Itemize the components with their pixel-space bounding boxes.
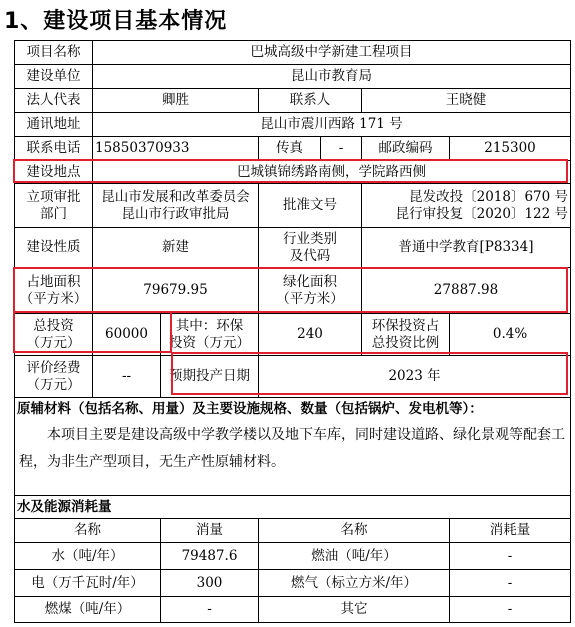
- value-approval-doc: [362, 184, 571, 228]
- value-env-ratio: 0.4%: [450, 314, 571, 356]
- energy-header-row: [15, 519, 571, 543]
- energy-name: 水（吨/年）: [15, 543, 161, 570]
- energy-header-amount-1: 消量: [161, 519, 259, 543]
- materials-heading: 原辅材料（包括名称、用量）及主要设施规格、数量（包括锅炉、发电机等）：: [17, 401, 483, 417]
- table-row: [15, 597, 571, 623]
- label-env-line1: 其中：环保: [175, 317, 244, 334]
- value-env-investment: 240: [259, 314, 362, 356]
- value-legal-rep: 卿胜: [93, 89, 259, 113]
- label-green-line1: 绿化面积: [283, 273, 337, 290]
- energy-name: 燃油（吨/年）: [259, 543, 450, 570]
- value-site: 巴城镇锦绣路南侧，学院路西侧: [93, 161, 571, 184]
- label-legal-rep: 法人代表: [15, 89, 93, 113]
- value-unit: 昆山市教育局: [93, 65, 571, 89]
- row-legal-rep: [15, 89, 571, 113]
- materials-body: 本项目主要是建设高级中学教学楼以及地下车库，同时建设道路、绿化景观等配套工程，为非生产型项目，无生产性原辅材料。: [19, 427, 565, 470]
- table-row: [15, 570, 571, 597]
- energy-amount: -: [450, 543, 571, 570]
- label-env-investment: [161, 314, 259, 356]
- approval-dept-2: 昆山市行政审批局: [121, 205, 230, 222]
- value-green-area: 27887.98: [362, 268, 571, 314]
- value-production-date: 2023 年: [259, 356, 571, 398]
- label-ratio-line1: 环保投资占: [371, 317, 440, 334]
- label-unit: 建设单位: [15, 65, 93, 89]
- row-approval: [15, 184, 571, 228]
- row-energy-heading: [15, 496, 571, 519]
- label-production-date: 预期投产日期: [161, 356, 259, 398]
- energy-name: 电（万千瓦时/年）: [15, 570, 161, 597]
- value-nature: 新建: [93, 228, 259, 268]
- row-area: [15, 268, 571, 314]
- label-green-area: [259, 268, 362, 314]
- value-address: 昆山市震川西路 171 号: [93, 113, 571, 137]
- label-contact: 联系人: [259, 89, 362, 113]
- materials-cell: [15, 398, 571, 496]
- energy-header-name-1: 名称: [15, 519, 161, 543]
- label-industry: [259, 228, 362, 268]
- label-approval-line2: 部门: [40, 205, 67, 222]
- label-project-name: 项目名称: [15, 41, 93, 65]
- row-investment: [15, 314, 571, 356]
- label-approval: [15, 184, 93, 228]
- label-address: 通讯地址: [15, 113, 93, 137]
- energy-header-amount-2: 消耗量: [450, 519, 571, 543]
- label-area-line2: （平方米）: [19, 290, 88, 307]
- value-investment: 60000: [93, 314, 161, 356]
- row-unit: [15, 65, 571, 89]
- energy-name: 燃气（标立方米/年）: [259, 570, 450, 597]
- row-materials: [15, 398, 571, 496]
- label-eval-line1: 评价经费: [26, 359, 81, 376]
- label-evaluation: [15, 356, 93, 398]
- label-site: 建设地点: [15, 161, 93, 184]
- label-investment-line2: （万元）: [26, 334, 81, 351]
- energy-name: 其它: [259, 597, 450, 623]
- row-address: [15, 113, 571, 137]
- label-nature: 建设性质: [15, 228, 93, 268]
- energy-amount: 300: [161, 570, 259, 597]
- label-area-line1: 占地面积: [26, 273, 81, 290]
- energy-amount: -: [161, 597, 259, 623]
- label-industry-line2: 及代码: [289, 247, 331, 264]
- approval-dept-1: 昆山市发展和改革委员会: [101, 188, 250, 205]
- label-env-ratio: [362, 314, 450, 356]
- label-green-line2: （平方米）: [276, 290, 344, 307]
- label-approval-doc: 批准文号: [259, 184, 362, 228]
- label-env-line2: 投资（万元）: [169, 334, 250, 351]
- table-row: [15, 543, 571, 570]
- value-approval-dept: [93, 184, 259, 228]
- row-phone: [15, 137, 571, 161]
- label-fax: 传真: [259, 137, 321, 161]
- energy-heading: 水及能源消耗量: [15, 496, 571, 519]
- project-info-table: [14, 40, 571, 623]
- section-heading: 1、建设项目基本情况: [4, 9, 228, 34]
- label-ratio-line2: 总投资比例: [371, 334, 440, 351]
- label-area: [15, 268, 93, 314]
- energy-name: 燃煤（吨/年）: [15, 597, 161, 623]
- label-phone: 联系电话: [15, 137, 93, 161]
- approval-doc-1: 昆发改投〔2018〕670 号: [409, 188, 569, 205]
- value-area: 79679.95: [93, 268, 259, 314]
- value-phone: 15850370933: [93, 137, 259, 161]
- value-evaluation: --: [93, 356, 161, 398]
- label-approval-line1: 立项审批: [26, 188, 81, 205]
- value-contact: 王晓健: [362, 89, 571, 113]
- row-evaluation: [15, 356, 571, 398]
- energy-header-name-2: 名称: [259, 519, 450, 543]
- approval-doc-2: 昆行审投复〔2020〕122 号: [395, 205, 569, 222]
- energy-amount: -: [450, 597, 571, 623]
- label-investment-line1: 总投资: [33, 317, 74, 334]
- value-fax: -: [321, 137, 362, 161]
- label-zip: 邮政编码: [362, 137, 450, 161]
- value-zip: 215300: [450, 137, 571, 161]
- row-site: [15, 161, 571, 184]
- label-investment: [15, 314, 93, 356]
- value-industry: 普通中学教育[P8334]: [362, 228, 571, 268]
- row-project-name: [15, 41, 571, 65]
- value-project-name: 巴城高级中学新建工程项目: [93, 41, 571, 65]
- energy-amount: 79487.6: [161, 543, 259, 570]
- label-eval-line2: （万元）: [26, 376, 81, 393]
- row-nature: [15, 228, 571, 268]
- label-industry-line1: 行业类别: [283, 230, 337, 247]
- energy-amount: -: [450, 570, 571, 597]
